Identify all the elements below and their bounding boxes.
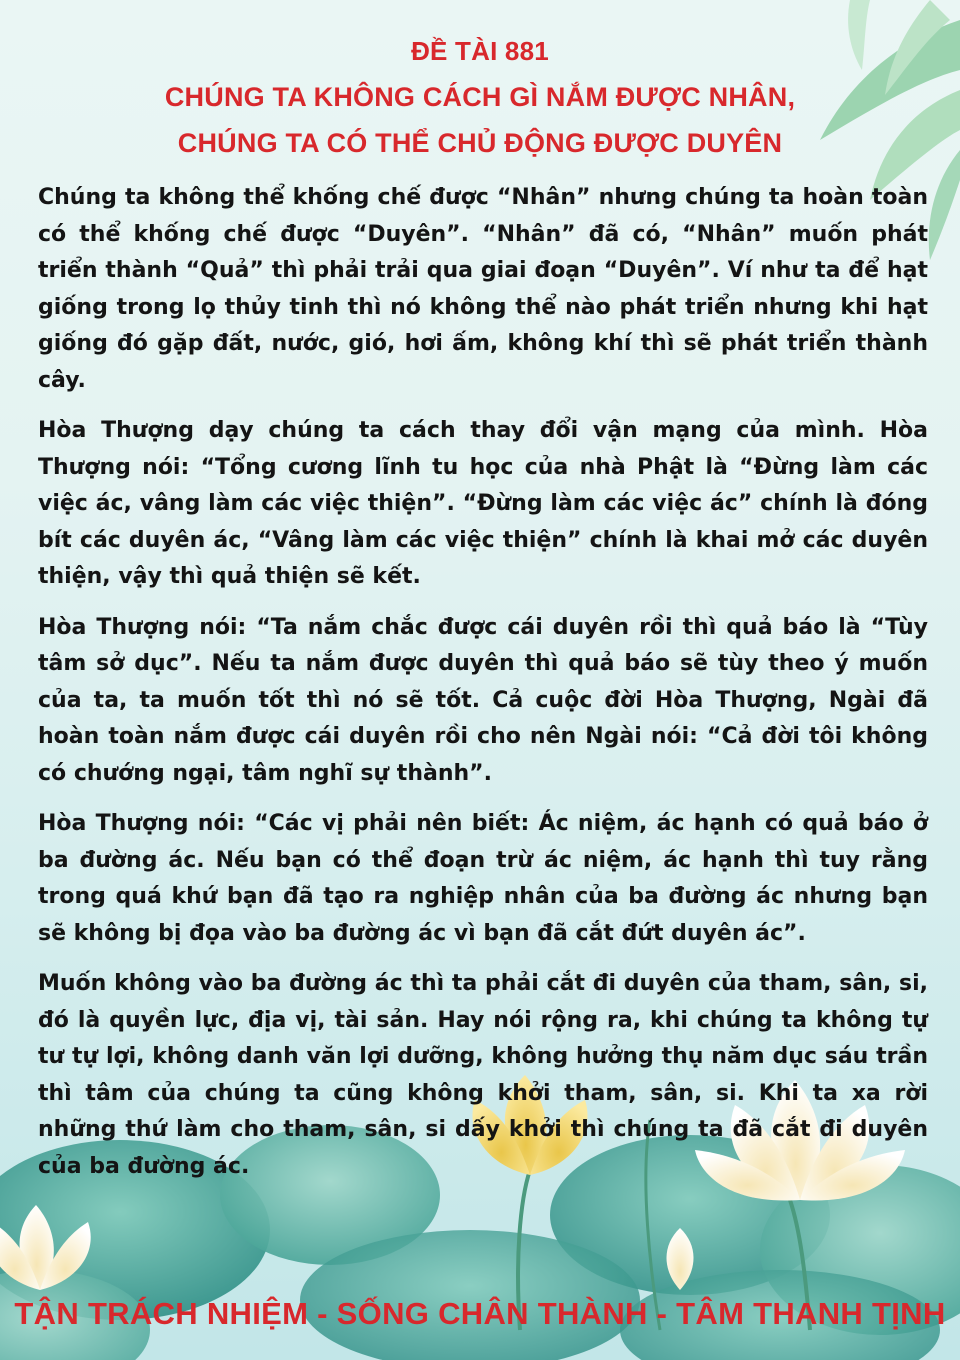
title-block bbox=[0, 28, 960, 166]
footer-motto: TẬN TRÁCH NHIỆM - SỐNG CHÂN THÀNH - TÂM THANH TỊNH bbox=[14, 1296, 946, 1331]
paragraph-3: Hòa Thượng nói: “Ta nắm chắc được cái duyên rồi thì quả báo là “Tùy tâm sở dục”. Nếu ta nắm được duyên thì quả báo sẽ tùy theo ý muốn của ta, ta muốn tốt thì nó sẽ tốt. Cả cuộc đời Hòa Thượng, Ngài đã hoàn toàn nắm được cái duyên rồi cho nên Ngài nói: “Cả đời tôi không có chướng ngại, tâm nghĩ sự thành”. bbox=[38, 614, 928, 786]
title-line-2: CHÚNG TA KHÔNG CÁCH GÌ NẮM ĐƯỢC NHÂN, bbox=[164, 82, 796, 112]
title-line-3: CHÚNG TA CÓ THỂ CHỦ ĐỘNG ĐƯỢC DUYÊN bbox=[177, 128, 783, 158]
paragraph-5: Muốn không vào ba đường ác thì ta phải cắt đi duyên của tham, sân, si, đó là quyền lực, địa vị, tài sản. Hay nói rộng ra, khi chúng ta không tự tư tự lợi, không danh văn lợi dưỡng, không hưởng thụ năm dục sáu trần thì tâm của chúng ta cũng không khởi tham, sân, si. Khi ta xa rời những thứ làm cho tham, sân, si dấy khởi thì chúng ta đã cắt đi duyên của ba đường ác. bbox=[38, 971, 928, 1179]
poster bbox=[0, 0, 960, 166]
body-text bbox=[38, 180, 928, 1199]
topic-number: ĐỀ TÀI 881 bbox=[411, 36, 549, 66]
paragraph-4: Hòa Thượng nói: “Các vị phải nên biết: Ác niệm, ác hạnh có quả báo ở ba đường ác. Nếu bạn có thể đoạn trừ ác niệm, ác hạnh thì tuy rằng trong quá khứ bạn đã tạo ra nghiệp nhân của ba đường ác nhưng bạn sẽ không bị đọa vào ba đường ác vì bạn đã cắt đứt duyên ác”. bbox=[38, 811, 928, 946]
paragraph-2: Hòa Thượng dạy chúng ta cách thay đổi vận mạng của mình. Hòa Thượng nói: “Tổng cương lĩnh tu học của nhà Phật là “Đừng làm các việc ác, vâng làm các việc thiện”. “Đừng làm các việc ác” chính là đóng bít các duyên ác, “Vâng làm các việc thiện” chính là khai mở các duyên thiện, vậy thì quả thiện sẽ kết. bbox=[38, 418, 928, 589]
paragraph-1: Chúng ta không thể khống chế được “Nhân” nhưng chúng ta hoàn toàn có thể khống chế được “Duyên”. “Nhân” đã có, “Nhân” muốn phát triển thành “Quả” thì phải trải qua giai đoạn “Duyên”. Ví như ta để hạt giống trong lọ thủy tinh thì nó không thể nào phát triển nhưng khi hạt giống đó gặp đất, nước, gió, hơi ấm, không khí thì sẽ phát triển thành cây. bbox=[38, 185, 928, 393]
